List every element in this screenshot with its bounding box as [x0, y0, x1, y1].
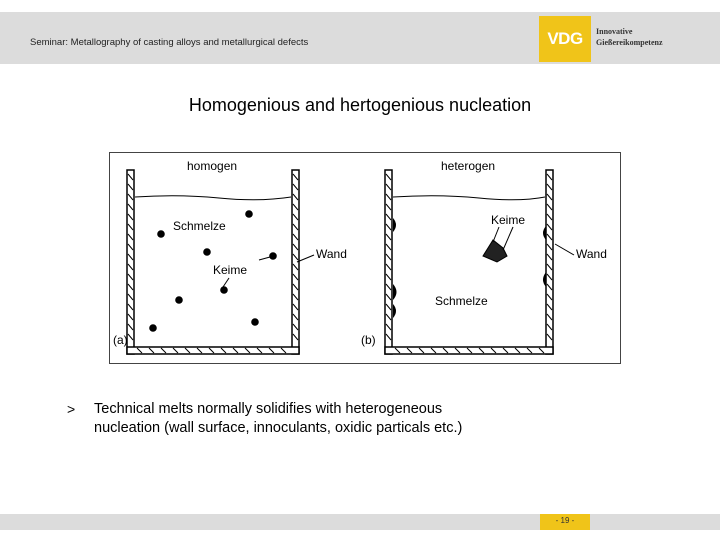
nucleus: [157, 230, 165, 238]
logo-text: VDG: [547, 29, 583, 48]
seminar-title: Seminar: Metallography of casting alloys and metallurgical defects: [30, 37, 309, 48]
vdg-logo: [539, 16, 591, 62]
label-schmelze-a: Schmelze: [173, 219, 226, 233]
nucleus: [220, 286, 228, 294]
page-number: - 19 -: [555, 516, 575, 525]
label-keime-b: Keime: [491, 213, 526, 227]
slide-title: Homogenious and hertogenious nucleation: [188, 95, 532, 115]
nucleus: [175, 296, 183, 304]
nucleus: [245, 210, 253, 218]
figure-frame: [110, 153, 621, 364]
heading-heterogen: heterogen: [441, 159, 496, 173]
logo-tagline-2: Gießereikompetenz: [596, 38, 663, 47]
container-bottom: [127, 347, 299, 354]
bullet-line-1: Technical melts normally solidifies with heterogeneous: [94, 401, 443, 417]
label-wand-a: Wand: [316, 247, 347, 261]
nucleus: [149, 324, 157, 332]
label-wand-b: Wand: [576, 247, 607, 261]
bullet-text: [94, 400, 654, 438]
label-panel-a: (a): [113, 333, 128, 347]
nucleus: [203, 248, 211, 256]
logo-tagline-1: Innovative: [596, 27, 633, 36]
label-schmelze-b: Schmelze: [435, 294, 488, 308]
footer-bar: [0, 514, 720, 530]
label-panel-b: (b): [361, 333, 376, 347]
bullet-line-2: nucleation (wall surface, innoculants, oxidic particals etc.): [94, 420, 463, 436]
label-keime-a: Keime: [213, 263, 248, 277]
heading-homogen: homogen: [187, 159, 238, 173]
nucleus: [269, 252, 277, 260]
bullet-marker: >: [67, 401, 76, 417]
page-number-box: [540, 514, 590, 530]
nucleation-diagram: [109, 152, 621, 364]
nucleus: [251, 318, 259, 326]
